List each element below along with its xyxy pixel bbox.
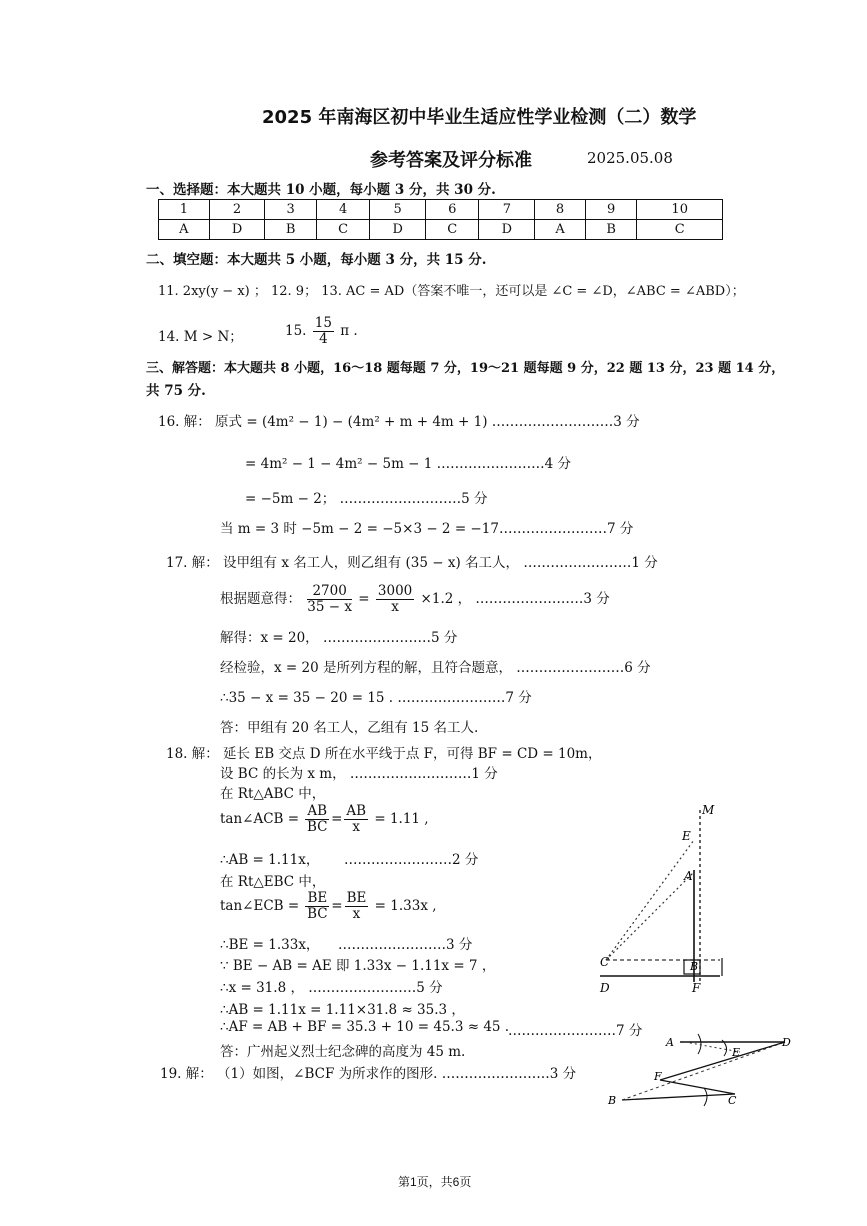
table-cell: 9 <box>585 200 637 220</box>
q18-tan-ecb-frac1-den: BC <box>307 906 328 922</box>
q19-line-fc <box>660 1080 735 1094</box>
section2-heading: 二、填空题：本大题共 5 小题，每小题 3 分，共 15 分. <box>146 252 487 268</box>
q18-line12: ∴AF = AB + BF = 35.3 + 10 = 45.3 ≈ 45 . <box>220 1019 510 1035</box>
page-title: 2025 年南海区初中毕业生适应性学业检测（二）数学 <box>262 107 697 128</box>
q19-label-a: A <box>666 1036 674 1049</box>
answer-table-answers <box>159 220 723 240</box>
q19-line-fd <box>660 1042 785 1080</box>
q14-answer: 14. M > N； <box>158 329 243 345</box>
q18-line6: 在 Rt△EBC 中， <box>220 874 326 890</box>
table-cell: C <box>426 220 479 240</box>
q18-line-ce <box>606 840 694 960</box>
q19-line-bc <box>622 1094 735 1100</box>
q18-tan-acb-frac2-den: x <box>352 819 361 835</box>
q17-line5: ∴35 − x = 35 − 20 = 15 . ……………………7 分 <box>220 690 532 706</box>
q17-fraction-1-num: 2700 <box>307 584 352 600</box>
q19-label-f: F <box>654 1070 662 1083</box>
table-cell: C <box>637 220 723 240</box>
q18-tan-ecb-prefix: tan∠ECB = <box>220 898 300 914</box>
q17-line6: 答：甲组有 20 名工人，乙组有 15 名工人. <box>220 720 479 736</box>
table-cell: A <box>535 220 586 240</box>
table-cell: 3 <box>265 200 317 220</box>
table-cell: 7 <box>479 200 535 220</box>
q17-equation-line <box>220 584 610 615</box>
q18-label-b: B <box>690 960 699 973</box>
q17-line3: 解得：x = 20， ……………………5 分 <box>220 630 458 646</box>
q18-line8-score: ……………………3 分 <box>338 937 473 953</box>
table-cell: 8 <box>535 200 586 220</box>
q15-answer <box>285 316 358 347</box>
q19-arc-2 <box>704 1088 707 1106</box>
q19-figure <box>600 1030 800 1110</box>
q18-line13: 答：广州起义烈士纪念碑的高度为 45 m. <box>220 1044 466 1060</box>
q18-tan-acb: tan∠ACB = $\frac{AB}{BC}$ = $\frac{AB}{x}$ = 1.11 , <box>220 803 429 835</box>
q17-fraction-2 <box>376 584 414 615</box>
q19-label-c: C <box>728 1094 737 1107</box>
q18-label-m: M <box>702 803 715 817</box>
section3-heading-line2: 共 75 分. <box>146 383 206 399</box>
document-date: 2025.05.08 <box>587 149 673 167</box>
q18-line10: ∴x = 31.8 ， ……………………5 分 <box>220 980 443 996</box>
q18-tan-ecb-frac2 <box>345 891 369 922</box>
q17-line1: 17. 解： 设甲组有 x 名工人，则乙组有 (35 − x) 名工人， ……………………1 分 <box>166 555 658 571</box>
q18-tan-acb-frac2-num: AB <box>346 803 367 819</box>
q18-line12-score: ……………………7 分 <box>508 1023 643 1039</box>
q16-line4-score: ……………………7 分 <box>499 521 634 537</box>
q18-tan-acb-frac1-num: AB <box>307 803 328 819</box>
q18-line8: ∴BE = 1.33x， <box>220 937 320 953</box>
table-cell: 10 <box>637 200 723 220</box>
q19-line1: 19. 解： （1）如图，∠BCF 为所求作的图形. ……………………3 分 <box>160 1066 577 1082</box>
q19-label-e: E <box>732 1046 741 1059</box>
q18-label-a: A <box>684 869 693 883</box>
page-subtitle: 参考答案及评分标准 <box>370 150 532 171</box>
q18-line5-score: ……………………2 分 <box>344 852 479 868</box>
answer-table-numbers <box>159 200 723 220</box>
q19-label-d: D <box>782 1036 791 1049</box>
table-cell: 1 <box>159 200 210 220</box>
q16-line4: 当 m = 3 时 −5m − 2 = −5×3 − 2 = −17 <box>220 521 499 537</box>
q17-fraction-2-den: x <box>391 599 399 615</box>
q15-tail: π . <box>340 323 358 339</box>
table-cell: A <box>159 220 210 240</box>
section3-heading-line1: 三、解答题：本大题共 8 小题，16～18 题每题 7 分，19～21 题每题 9 分，22 题 13 分，23 题 14 分， <box>146 361 785 376</box>
q17-fraction-1 <box>307 584 352 615</box>
q19-label-b: B <box>608 1094 617 1107</box>
q17-line4: 经检验，x = 20 是所列方程的解，且符合题意， ……………………6 分 <box>220 660 651 676</box>
q18-tan-ecb-suffix: = 1.33x , <box>374 898 437 914</box>
section1-heading: 一、选择题：本大题共 10 小题，每小题 3 分，共 30 分. <box>146 182 496 198</box>
page-footer: 第1页，共6页 <box>398 1175 472 1189</box>
q18-tan-acb-frac1-den: BC <box>306 819 328 835</box>
q19-arc-1 <box>698 1034 701 1054</box>
q18-figure <box>580 800 740 1000</box>
table-cell: B <box>585 220 637 240</box>
q18-line1: 18. 解： 延长 EB 交点 D 所在水平线于点 F，可得 BF = CD = 10m， <box>166 746 602 762</box>
table-cell: 4 <box>316 200 369 220</box>
table-cell: D <box>209 220 265 240</box>
q18-line2: 设 BC 的长为 x m， ………………………1 分 <box>220 766 498 782</box>
q18-tan-acb-prefix: tan∠ACB = <box>220 811 300 827</box>
q18-tan-ecb: tan∠ECB = $\frac{BE}{BC}$ = $\frac{BE}{x}$ = 1.33x , <box>220 890 437 922</box>
q15-numerator: 15 <box>314 315 332 331</box>
q18-label-e: E <box>682 829 691 843</box>
q15-label: 15. <box>285 323 307 339</box>
q17-eq-prefix: 根据题意得： <box>220 591 301 607</box>
q18-line9: ∵ BE − AB = AE 即 1.33x − 1.11x = 7 ， <box>220 958 496 974</box>
q18-label-f: F <box>692 981 701 995</box>
table-cell: C <box>316 220 369 240</box>
q15-fraction <box>313 316 334 347</box>
q17-equals: = <box>358 591 370 607</box>
q17-eq-suffix: ×1.2 ， ……………………3 分 <box>420 591 610 607</box>
q19-line-bd <box>622 1042 785 1100</box>
answer-table <box>158 199 723 240</box>
q18-tan-ecb-frac1-num: BE <box>307 890 328 906</box>
q16-line2: = 4m² − 1 − 4m² − 5m − 1 ……………………4 分 <box>245 456 572 472</box>
table-cell: D <box>370 220 426 240</box>
q18-tan-acb-frac2 <box>344 804 368 835</box>
q18-label-c: C <box>600 955 610 969</box>
table-cell: B <box>265 220 317 240</box>
table-cell: 6 <box>426 200 479 220</box>
table-cell: 2 <box>209 200 265 220</box>
q16-line1: 16. 解： 原式 = (4m² − 1) − (4m² + m + 4m + 1) ………………………3 分 <box>158 414 640 430</box>
q18-line11: ∴AB = 1.11x = 1.11×31.8 ≈ 35.3 ， <box>220 1002 465 1018</box>
q18-line-ca <box>606 872 694 960</box>
q18-line3: 在 Rt△ABC 中， <box>220 786 326 802</box>
q18-tan-ecb-frac1 <box>305 891 329 922</box>
table-cell: 5 <box>370 200 426 220</box>
table-cell: D <box>479 220 535 240</box>
q17-fraction-2-num: 3000 <box>377 583 413 599</box>
q17-fraction-1-den: 35 − x <box>307 599 352 615</box>
q15-denominator: 4 <box>319 331 328 347</box>
fill-answers-line: 11. 2xy(y − x) ； 12. 9； 13. AC = AD（答案不唯一，还可以是 ∠C = ∠D，∠ABC = ∠ABD）； <box>158 284 745 299</box>
q18-tan-ecb-frac2-den: x <box>352 906 361 922</box>
q16-line3: = −5m − 2； ………………………5 分 <box>245 491 488 507</box>
q18-tan-acb-suffix: = 1.11 , <box>374 811 429 827</box>
q18-tan-ecb-frac2-num: BE <box>346 890 367 906</box>
q18-label-d: D <box>600 981 610 995</box>
q18-line5: ∴AB = 1.11x， <box>220 852 320 868</box>
q18-tan-acb-frac1 <box>305 804 329 835</box>
